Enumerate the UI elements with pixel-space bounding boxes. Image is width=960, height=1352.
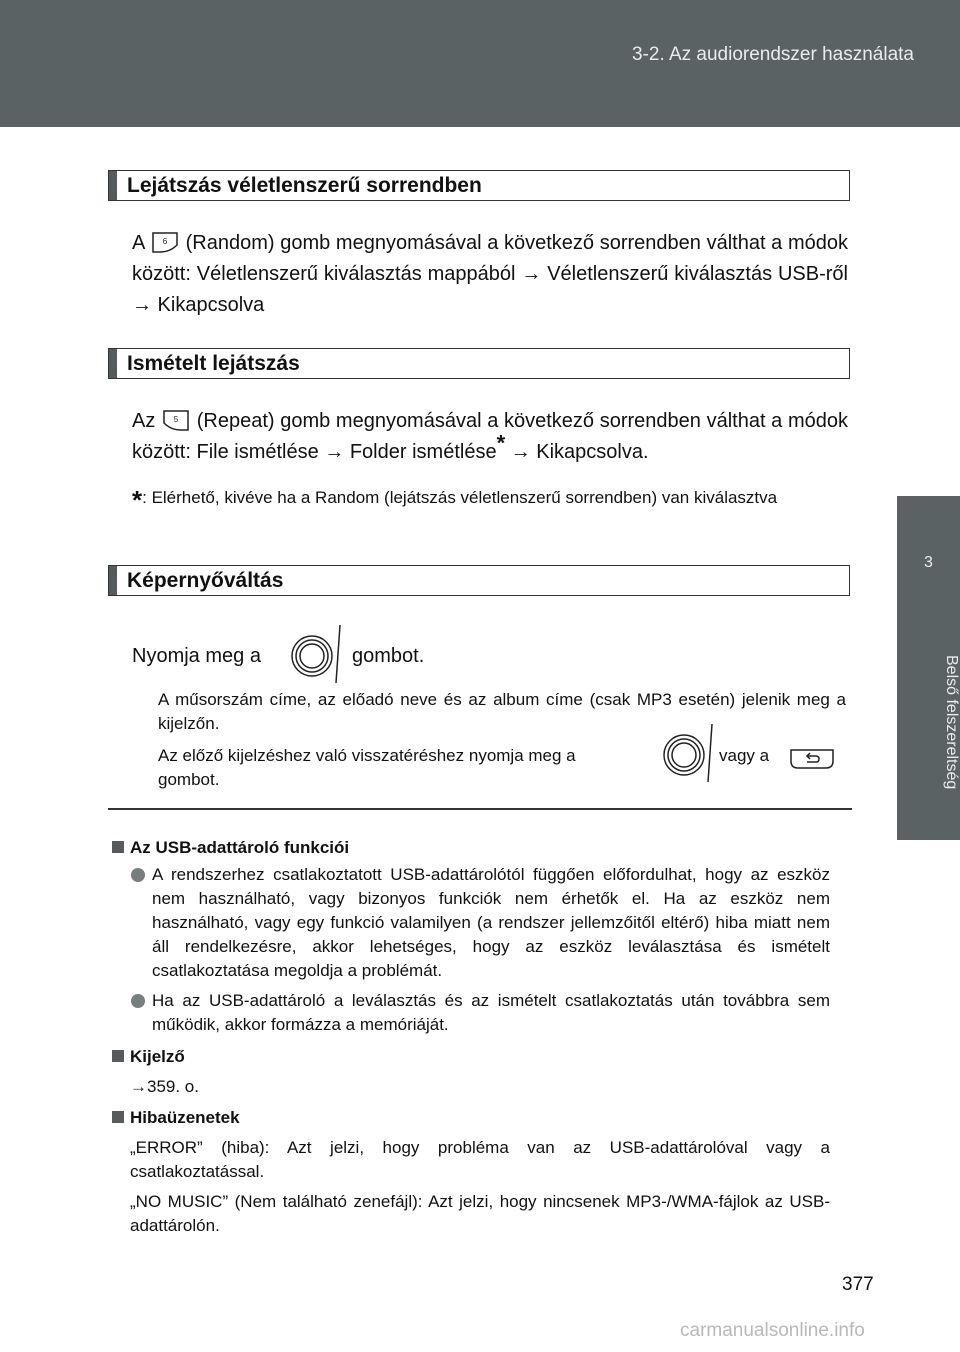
section-repeat-title: Ismételt lejátszás xyxy=(127,351,300,375)
display-note-2-mid: vagy a xyxy=(719,746,770,765)
display-instr-before: Nyomja meg a xyxy=(132,645,261,667)
chapter-side-tab xyxy=(897,496,960,840)
random-key-icon xyxy=(150,231,180,253)
repeat-text-before: Az xyxy=(132,410,156,432)
page-number: 377 xyxy=(842,1274,874,1295)
repeat-text-after: (Repeat) gomb megnyomásával a következő sorrendben válthat a módok között: File ismétlése → Folder ismétlése xyxy=(132,410,849,463)
repeat-key-label: 5 xyxy=(173,415,179,424)
display-instr-after: gombot. xyxy=(352,645,425,667)
tune-knob-icon xyxy=(284,623,346,685)
repeat-text-end: → Kikapcsolva. xyxy=(510,441,649,463)
random-text-after: (Random) gomb megnyomásával a következő sorrendben válthat a módok között: Véletlenszerű kiválasztás mappából → Véletlenszerű kiválasztás USB-ről → Kikapcsolva xyxy=(132,232,849,316)
section-display-title-bar xyxy=(108,565,850,596)
chapter-title: 3-2. Az audiorendszer használata xyxy=(631,44,914,65)
section-random-title: Lejátszás véletlenszerű sorrendben xyxy=(127,173,482,197)
footnote-text: : Elérhető, kivéve ha a Random (lejátszás véletlenszerű sorrendben) van kiválasztva xyxy=(142,488,778,507)
display-heading: Kijelző xyxy=(112,1047,185,1067)
back-button-icon xyxy=(789,748,835,770)
chapter-side-label: Belső felszereltség xyxy=(943,654,960,790)
display-note-2-end: gombot. xyxy=(158,770,220,789)
bullet-dot xyxy=(131,868,145,882)
display-note-2-before: Az előző kijelzéshez való visszatéréshez nyomja meg a xyxy=(158,746,576,765)
repeat-star: * xyxy=(496,430,506,456)
section-random-title-bar xyxy=(108,170,850,201)
repeat-footnote xyxy=(132,485,874,515)
section-divider xyxy=(108,808,852,810)
section-display-title: Képernyőváltás xyxy=(127,568,284,592)
tune-knob-icon-2 xyxy=(656,722,718,784)
repeat-paragraph xyxy=(132,406,848,468)
random-text-before: A xyxy=(132,232,145,254)
header-band xyxy=(0,0,960,127)
chapter-number: 3 xyxy=(924,554,933,571)
usb-functions-heading: Az USB-adattároló funkciói xyxy=(112,838,349,858)
section-repeat-title-bar xyxy=(108,348,850,379)
repeat-key-icon xyxy=(161,409,191,431)
error-msg-2: „NO MUSIC” (Nem található zenefájl): Azt jelzi, hogy nincsenek MP3-/WMA-fájlok az USB-adattárolón. xyxy=(130,1192,830,1235)
error-msg-1: „ERROR” (hiba): Azt jelzi, hogy probléma van az USB-adattárolóval vagy a csatlakoztatással. xyxy=(130,1138,830,1181)
display-ref: →359. o. xyxy=(130,1077,199,1096)
random-key-label: 6 xyxy=(162,237,168,246)
errors-heading: Hibaüzenetek xyxy=(112,1108,240,1128)
bullet-dot xyxy=(131,994,145,1008)
footnote-mark: * xyxy=(132,485,143,515)
watermark: carmanualsonline.info xyxy=(680,1320,865,1341)
display-note-1: A műsorszám címe, az előadó neve és az album címe (csak MP3 esetén) jelenik meg a kijelzőn. xyxy=(158,690,846,733)
random-paragraph xyxy=(132,228,848,321)
usb-bullet-2: Ha az USB-adattároló a leválasztás és az ismételt csatlakoztatás után továbbra sem működik, akkor formázza a memóriáját. xyxy=(152,991,830,1034)
usb-bullet-1: A rendszerhez csatlakoztatott USB-adattárolótól függően előfordulhat, hogy az eszköz nem használható, vagy bizonyos funkciók nem érhetők el. Ha az eszköz nem használható, vagy egy funkció valamilyen (a rendszer jellemzőitől eltérő) hiba miatt nem áll rendelkezésre, akkor lehetséges, hogy az eszköz leválasztása és ismételt csatlakoztatása megoldja a problémát. xyxy=(152,865,830,980)
